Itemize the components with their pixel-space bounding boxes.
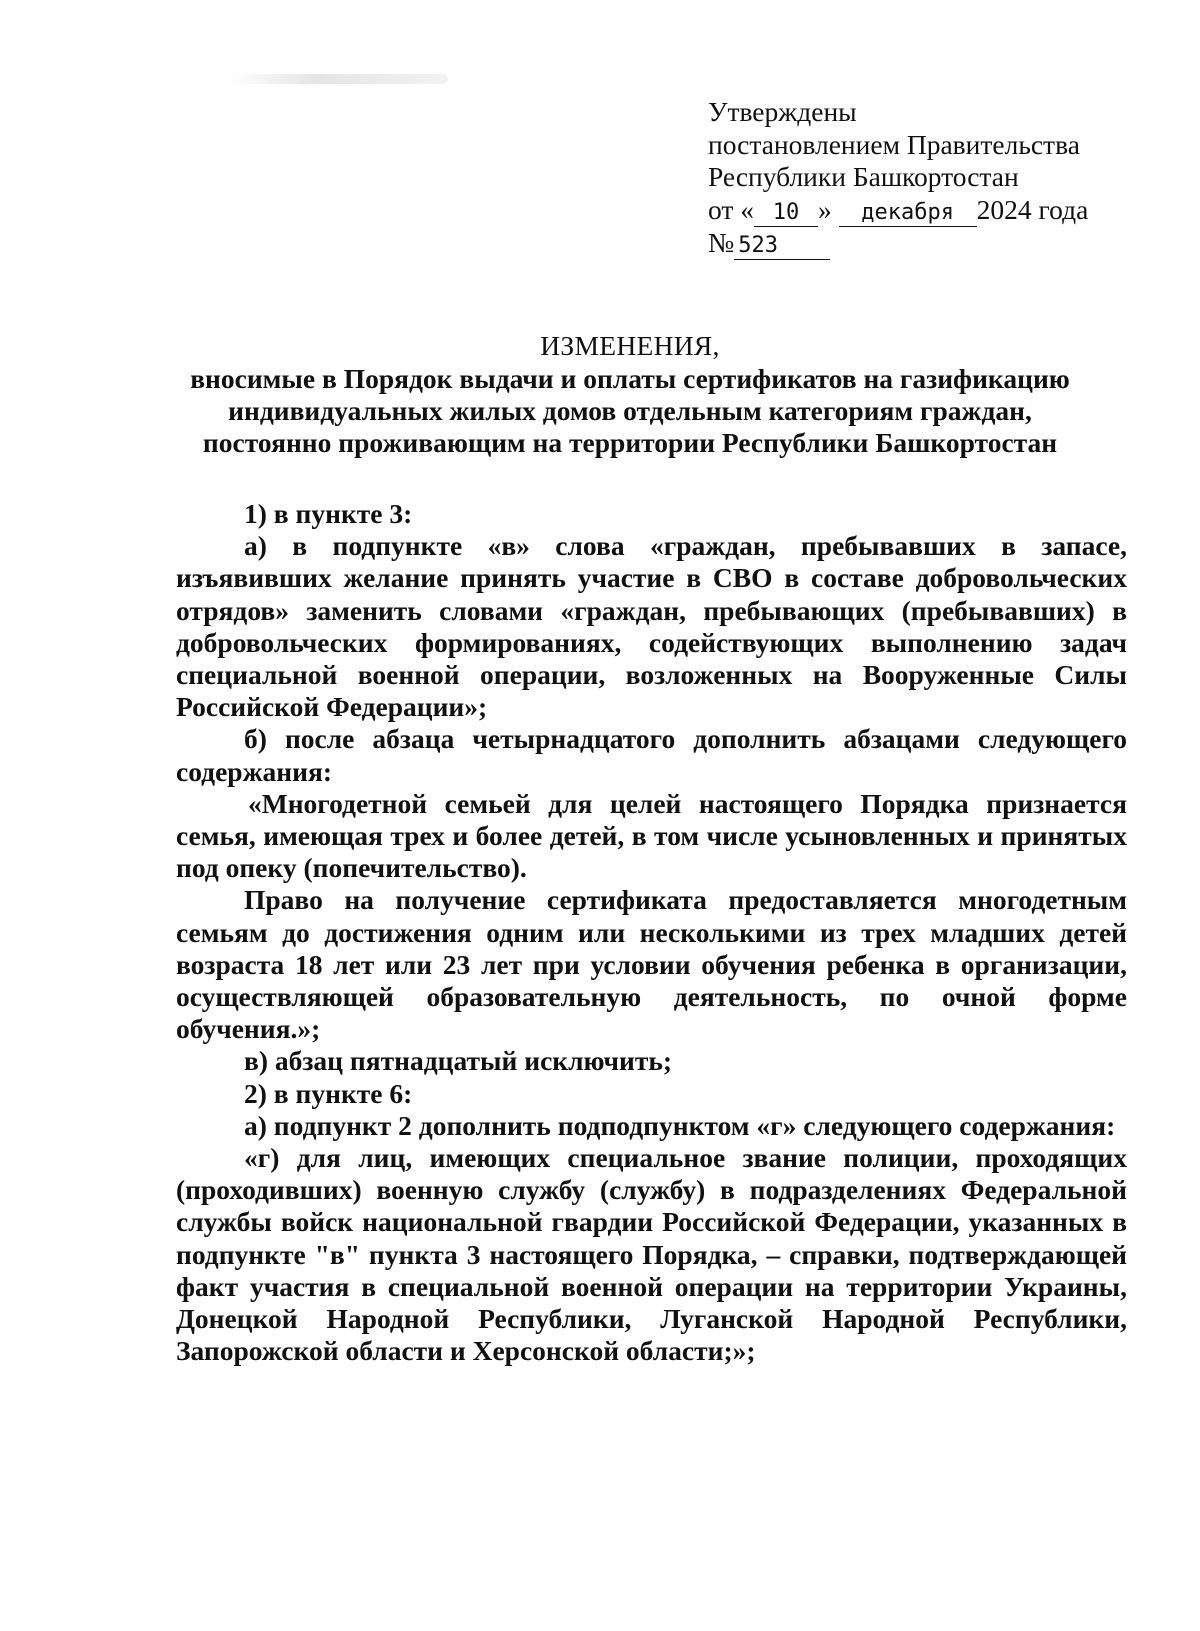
paragraph-item-2: 2) в пункте 6: [244, 1077, 413, 1109]
document-body [176, 498, 1127, 1367]
paragraph-quote-subitem-g: «г) для лиц, имеющих специальное звание полиции, проходящих (проходивших) военную службу (службу) в подразделениях Федеральной службы войск национальной гвардии Российской Федерации, указанных в подпункте "в" пункта 3 настоящего Порядка, – справки, подтверждающей факт участия в специальной военной операции на территории Украины, Донецкой Народной Республики, Луганской Народной Республики, Запорожской области и Херсонской области;»; [176, 1142, 1127, 1367]
date-suffix: 2024 года [976, 193, 1089, 225]
date-day: 10 [754, 200, 818, 227]
number-prefix: № [708, 226, 735, 258]
approval-date-line [708, 194, 1088, 227]
approval-block [708, 96, 1088, 260]
paragraph-item-1b: б) после абзаца четырнадцатого дополнить абзацами следующего содержания: [176, 723, 1127, 787]
paragraph-item-1: 1) в пункте 3: [244, 498, 413, 529]
approval-number-line [708, 227, 1088, 260]
date-mid: » [818, 193, 832, 225]
date-prefix: от « [708, 193, 755, 225]
scan-artifact [228, 74, 448, 84]
date-month: декабря [839, 200, 977, 227]
paragraph-item-1v: в) абзац пятнадцатый исключить; [244, 1045, 673, 1077]
paragraph-quote-large-family: «Многодетной семьей для целей настоящего Порядка признается семья, имеющая трех и более детей, в том числе усыновленных и принятых под опеку (попечительство). [176, 787, 1127, 884]
paragraph-quote-certificate-right: Право на получение сертификата предоставляется многодетным семьям до достижения одним или несколькими из трех младших детей возраста 18 лет или 23 лет при условии обучения ребенка в организации, осуществляющей образовательную деятельность, по очной форме обучения.»; [176, 884, 1127, 1045]
approval-line-3: Республики Башкортостан [708, 161, 1019, 192]
title-sub-line-3: постоянно проживающим на территории Республики Башкортостан [202, 427, 1058, 458]
approval-line-1: Утверждены [708, 96, 857, 127]
document-number: 523 [734, 233, 830, 260]
title-sub-line-2: индивидуальных жилых домов отдельным категориям граждан, [228, 395, 1032, 426]
paragraph-item-2a: а) подпункт 2 дополнить подподпунктом «г» следующего содержания: [244, 1109, 1116, 1141]
title-main: ИЗМЕНЕНИЯ, [540, 330, 720, 361]
approval-line-2: постановлением Правительства [708, 128, 1080, 160]
paragraph-item-1a: а) в подпункте «в» слова «граждан, пребывавших в запасе, изъявивших желание принять участие в СВО в составе добровольческих отрядов» заменить словами «граждан, пребывающих (пребывавших) в добровольческих формированиях, содействующих выполнению задач специальной военной операции, возложенных на Вооруженные Силы Российской Федерации»; [176, 530, 1127, 723]
title-sub-line-1: вносимые в Порядок выдачи и оплаты сертификатов на газификацию [190, 363, 1070, 394]
document-title [150, 329, 1110, 459]
